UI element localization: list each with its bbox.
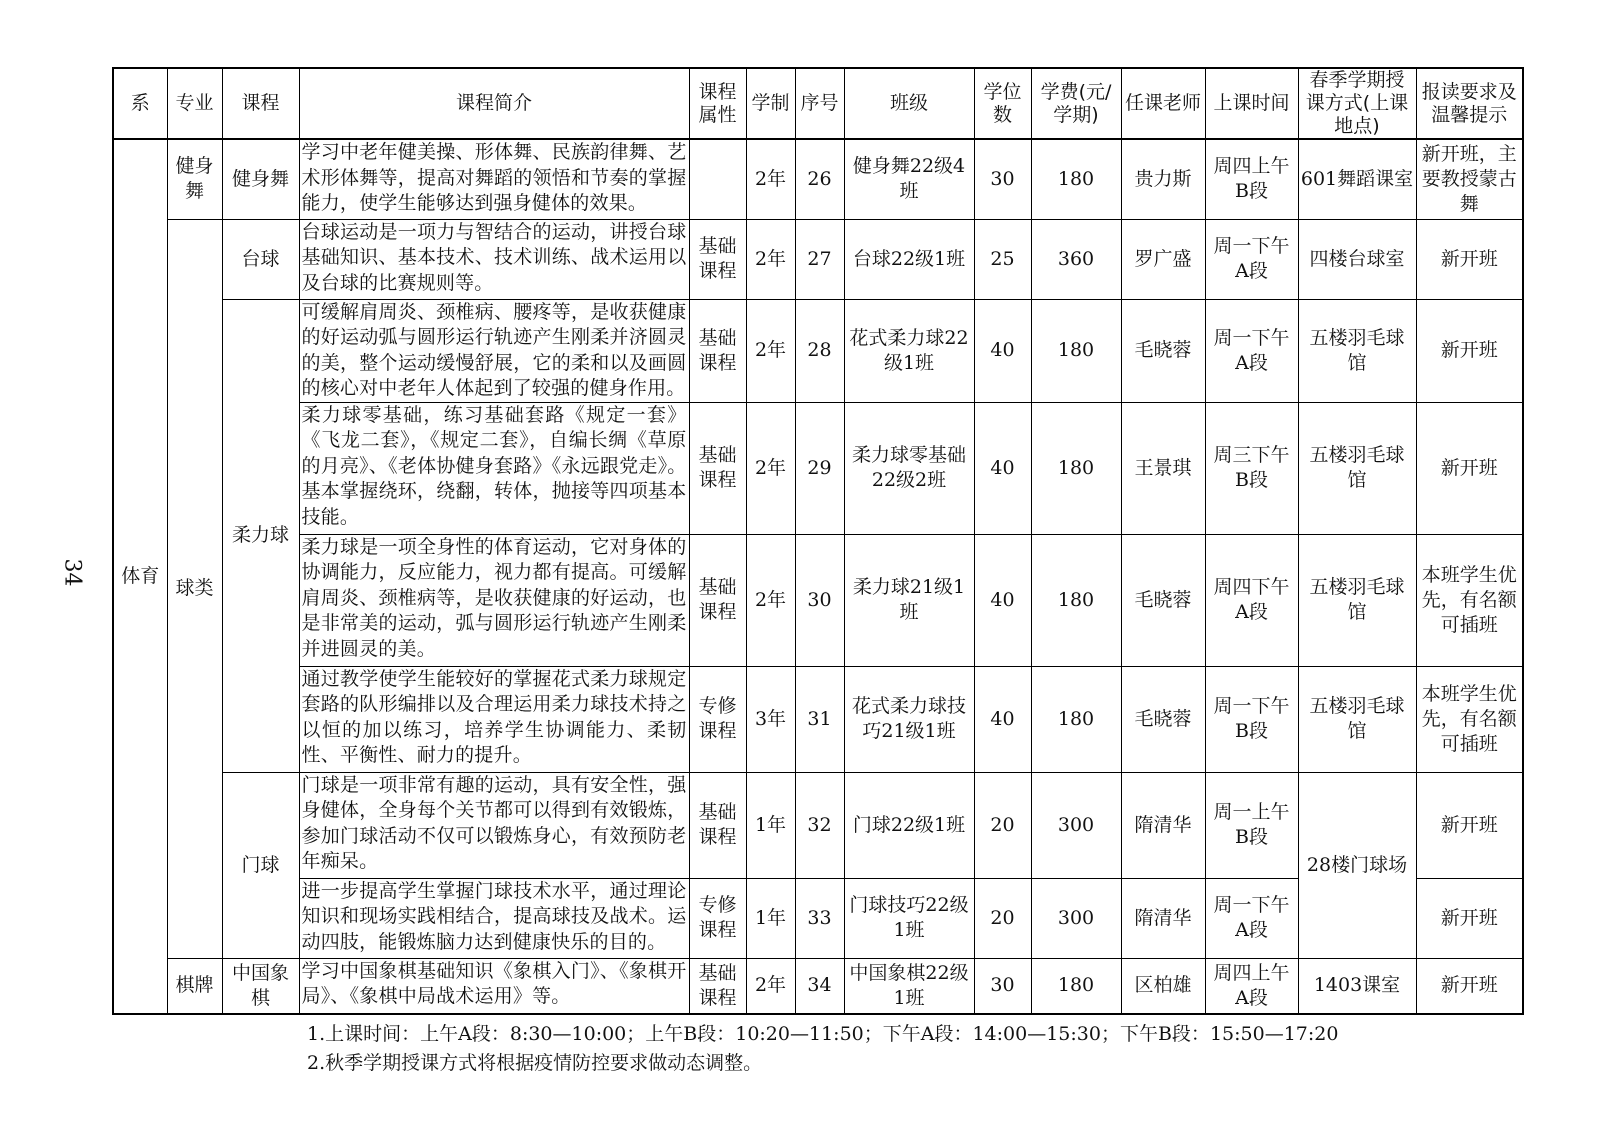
intro-cell: 可缓解肩周炎、颈椎病、腰疼等，是收获健康的好运动弧与圆形运行轨迹产生刚柔并济圆灵的美，整个运动缓慢舒展，它的柔和以及画圆的核心对中老年人体起到了较强的健身作用。 xyxy=(299,299,689,402)
header-attr: 课程属性 xyxy=(689,68,746,139)
location-cell: 601舞蹈课室 xyxy=(1298,139,1416,219)
duration-cell: 2年 xyxy=(746,958,795,1014)
seats-cell: 25 xyxy=(974,219,1031,299)
fee-cell: 300 xyxy=(1031,772,1121,878)
table-row xyxy=(113,139,1523,219)
fee-cell: 180 xyxy=(1031,299,1121,402)
teacher-cell: 隋清华 xyxy=(1121,878,1205,958)
major-cell: 棋牌 xyxy=(167,958,222,1014)
teacher-cell: 罗广盛 xyxy=(1121,219,1205,299)
time-cell: 周三下午B段 xyxy=(1205,402,1298,534)
header-intro: 课程简介 xyxy=(299,68,689,139)
location-cell: 五楼羽毛球馆 xyxy=(1298,666,1416,772)
seq-cell: 29 xyxy=(795,402,844,534)
fee-cell: 300 xyxy=(1031,878,1121,958)
seq-cell: 31 xyxy=(795,666,844,772)
attr-cell: 基础课程 xyxy=(689,219,746,299)
table-row xyxy=(113,958,1523,1014)
table-row xyxy=(113,219,1523,299)
header-mode: 春季学期授课方式(上课地点) xyxy=(1298,68,1416,139)
teacher-cell: 王景琪 xyxy=(1121,402,1205,534)
intro-cell: 学习中老年健美操、形体舞、民族韵律舞、艺术形体舞等，提高对舞蹈的领悟和节奏的掌握能力，使学生能够达到强身健体的效果。 xyxy=(299,139,689,219)
location-cell: 五楼羽毛球馆 xyxy=(1298,299,1416,402)
intro-cell: 柔力球零基础，练习基础套路《规定一套》《飞龙二套》，《规定二套》，自编长绸《草原的月亮》、《老体协健身套路》《永远跟党走》。基本掌握绕环，绕翻，转体，抛接等四项基本技能。 xyxy=(299,402,689,534)
footnotes xyxy=(307,1020,1338,1078)
footnote-time-slots: 1.上课时间：上午A段：8:30—10:00；上午B段：10:20—11:50；下午A段：14:00—15:30；下午B段：15:50—17:20 xyxy=(307,1023,1339,1045)
time-cell: 周四上午A段 xyxy=(1205,958,1298,1014)
notes-cell: 本班学生优先，有名额可插班 xyxy=(1416,534,1523,666)
location-cell: 1403课室 xyxy=(1298,958,1416,1014)
table-row xyxy=(113,772,1523,878)
course-cell: 门球 xyxy=(222,772,299,958)
location-cell: 五楼羽毛球馆 xyxy=(1298,534,1416,666)
major-cell: 健身舞 xyxy=(167,139,222,219)
teacher-cell: 区柏雄 xyxy=(1121,958,1205,1014)
seq-cell: 30 xyxy=(795,534,844,666)
intro-cell: 进一步提高学生掌握门球技术水平，通过理论知识和现场实践相结合，提高球技及战术。运动四肢，能锻炼脑力达到健康快乐的目的。 xyxy=(299,878,689,958)
teacher-cell: 贵力斯 xyxy=(1121,139,1205,219)
class-cell: 门球22级1班 xyxy=(844,772,974,878)
attr-cell: 基础课程 xyxy=(689,958,746,1014)
attr-cell: 专修课程 xyxy=(689,666,746,772)
fee-cell: 180 xyxy=(1031,958,1121,1014)
header-seats: 学位数 xyxy=(974,68,1031,139)
attr-cell: 基础课程 xyxy=(689,534,746,666)
notes-cell: 新开班，主要教授蒙古舞 xyxy=(1416,139,1523,219)
location-cell: 四楼台球室 xyxy=(1298,219,1416,299)
duration-cell: 2年 xyxy=(746,534,795,666)
time-cell: 周一下午A段 xyxy=(1205,219,1298,299)
notes-cell: 本班学生优先，有名额可插班 xyxy=(1416,666,1523,772)
time-cell: 周一上午B段 xyxy=(1205,772,1298,878)
duration-cell: 2年 xyxy=(746,219,795,299)
seats-cell: 40 xyxy=(974,534,1031,666)
notes-cell: 新开班 xyxy=(1416,772,1523,878)
class-cell: 柔力球21级1班 xyxy=(844,534,974,666)
seats-cell: 40 xyxy=(974,666,1031,772)
time-cell: 周一下午A段 xyxy=(1205,299,1298,402)
teacher-cell: 毛晓蓉 xyxy=(1121,534,1205,666)
course-cell: 台球 xyxy=(222,219,299,299)
header-major: 专业 xyxy=(167,68,222,139)
time-cell: 周一下午A段 xyxy=(1205,878,1298,958)
seq-cell: 26 xyxy=(795,139,844,219)
class-cell: 门球技巧22级1班 xyxy=(844,878,974,958)
duration-cell: 1年 xyxy=(746,772,795,878)
seq-cell: 32 xyxy=(795,772,844,878)
header-notes: 报读要求及温馨提示 xyxy=(1416,68,1523,139)
table-row xyxy=(113,666,1523,772)
fee-cell: 180 xyxy=(1031,534,1121,666)
duration-cell: 1年 xyxy=(746,878,795,958)
course-table xyxy=(112,67,1524,1015)
seats-cell: 20 xyxy=(974,878,1031,958)
seq-cell: 33 xyxy=(795,878,844,958)
fee-cell: 180 xyxy=(1031,402,1121,534)
fee-cell: 180 xyxy=(1031,139,1121,219)
attr-cell: 基础课程 xyxy=(689,299,746,402)
fee-cell: 360 xyxy=(1031,219,1121,299)
notes-cell: 新开班 xyxy=(1416,878,1523,958)
attr-cell: 基础课程 xyxy=(689,402,746,534)
time-cell: 周一下午B段 xyxy=(1205,666,1298,772)
major-cell: 球类 xyxy=(167,219,222,958)
course-cell: 健身舞 xyxy=(222,139,299,219)
attr-cell: 基础课程 xyxy=(689,772,746,878)
class-cell: 台球22级1班 xyxy=(844,219,974,299)
header-seq: 序号 xyxy=(795,68,844,139)
intro-cell: 门球是一项非常有趣的运动，具有安全性，强身健体，全身每个关节都可以得到有效锻炼，参加门球活动不仅可以锻炼身心，有效预防老年痴呆。 xyxy=(299,772,689,878)
duration-cell: 2年 xyxy=(746,402,795,534)
seq-cell: 27 xyxy=(795,219,844,299)
class-cell: 中国象棋22级1班 xyxy=(844,958,974,1014)
class-cell: 花式柔力球22级1班 xyxy=(844,299,974,402)
course-cell: 中国象棋 xyxy=(222,958,299,1014)
fee-cell: 180 xyxy=(1031,666,1121,772)
header-teacher: 任课老师 xyxy=(1121,68,1205,139)
table-row xyxy=(113,402,1523,534)
header-fee: 学费(元/学期) xyxy=(1031,68,1121,139)
header-course: 课程 xyxy=(222,68,299,139)
location-cell: 28楼门球场 xyxy=(1298,772,1416,958)
header-duration: 学制 xyxy=(746,68,795,139)
notes-cell: 新开班 xyxy=(1416,299,1523,402)
class-cell: 柔力球零基础22级2班 xyxy=(844,402,974,534)
teacher-cell: 毛晓蓉 xyxy=(1121,666,1205,772)
time-cell: 周四上午B段 xyxy=(1205,139,1298,219)
time-cell: 周四下午A段 xyxy=(1205,534,1298,666)
class-cell: 健身舞22级4班 xyxy=(844,139,974,219)
attr-cell: 专修课程 xyxy=(689,878,746,958)
attr-cell xyxy=(689,139,746,219)
seats-cell: 20 xyxy=(974,772,1031,878)
seats-cell: 30 xyxy=(974,139,1031,219)
dept-cell: 体育 xyxy=(113,139,167,1014)
intro-cell: 学习中国象棋基础知识《象棋入门》、《象棋开局》、《象棋中局战术运用》等。 xyxy=(299,958,689,1014)
seats-cell: 40 xyxy=(974,402,1031,534)
seats-cell: 30 xyxy=(974,958,1031,1014)
page-number: 34 xyxy=(59,558,85,587)
table-row xyxy=(113,534,1523,666)
notes-cell: 新开班 xyxy=(1416,219,1523,299)
intro-cell: 通过教学使学生能较好的掌握花式柔力球规定套路的队形编排以及合理运用柔力球技术持之以恒的加以练习，培养学生协调能力、柔韧性、平衡性、耐力的提升。 xyxy=(299,666,689,772)
header-row xyxy=(113,68,1523,139)
duration-cell: 2年 xyxy=(746,139,795,219)
table-row xyxy=(113,299,1523,402)
header-time: 上课时间 xyxy=(1205,68,1298,139)
notes-cell: 新开班 xyxy=(1416,958,1523,1014)
duration-cell: 2年 xyxy=(746,299,795,402)
intro-cell: 台球运动是一项力与智结合的运动，讲授台球基础知识、基本技术、技术训练、战术运用以及台球的比赛规则等。 xyxy=(299,219,689,299)
header-class: 班级 xyxy=(844,68,974,139)
intro-cell: 柔力球是一项全身性的体育运动，它对身体的协调能力，反应能力，视力都有提高。可缓解肩周炎、颈椎病等，是收获健康的好运动，也是非常美的运动，弧与圆形运行轨迹产生刚柔并进圆灵的美。 xyxy=(299,534,689,666)
header-dept: 系 xyxy=(113,68,167,139)
course-cell: 柔力球 xyxy=(222,299,299,772)
class-cell: 花式柔力球技巧21级1班 xyxy=(844,666,974,772)
duration-cell: 3年 xyxy=(746,666,795,772)
footnote-teaching-mode: 2.秋季学期授课方式将根据疫情防控要求做动态调整。 xyxy=(307,1052,763,1074)
seats-cell: 40 xyxy=(974,299,1031,402)
seq-cell: 34 xyxy=(795,958,844,1014)
teacher-cell: 隋清华 xyxy=(1121,772,1205,878)
notes-cell: 新开班 xyxy=(1416,402,1523,534)
location-cell: 五楼羽毛球馆 xyxy=(1298,402,1416,534)
teacher-cell: 毛晓蓉 xyxy=(1121,299,1205,402)
seq-cell: 28 xyxy=(795,299,844,402)
